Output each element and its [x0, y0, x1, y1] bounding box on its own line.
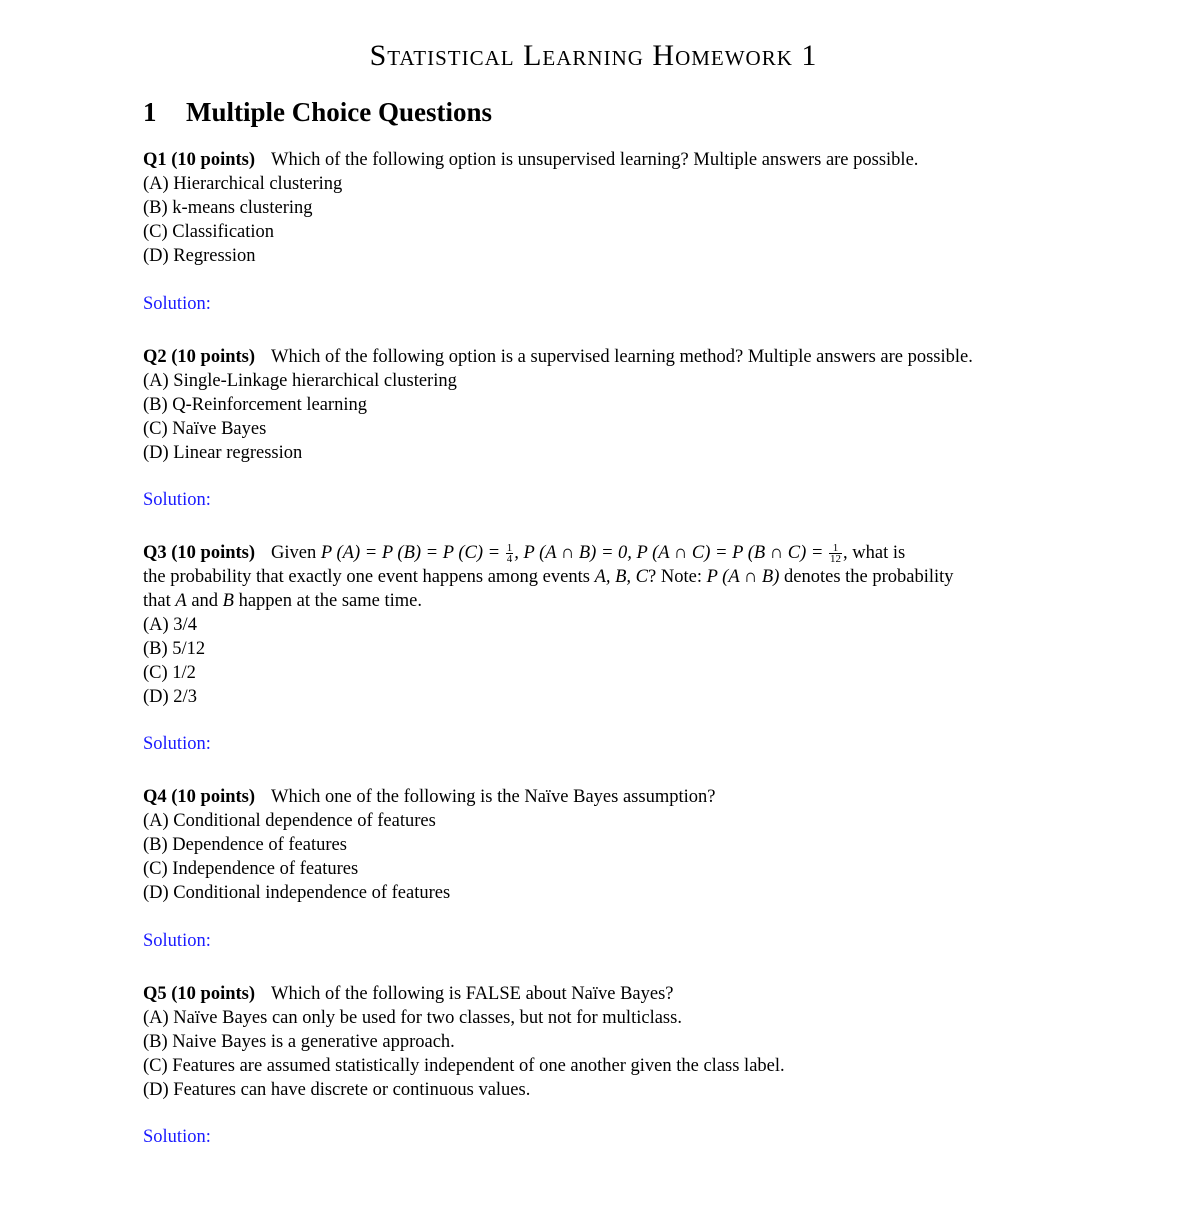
question-5 — [143, 982, 1048, 1102]
prompt-text: denotes the probability — [784, 567, 954, 587]
prompt-text: that — [143, 591, 171, 611]
option-c: (C) Classification — [143, 222, 275, 242]
given-text: Given — [271, 543, 317, 563]
section-number: 1 — [143, 97, 157, 127]
question-label: Q1 (10 points) — [143, 150, 256, 170]
question-2 — [143, 345, 1048, 465]
option-d: (D) 2/3 — [143, 687, 197, 707]
solution-label-q5: Solution: — [143, 1127, 211, 1147]
option-c: (C) Features are assumed statistically independent of one another given the class label. — [143, 1056, 785, 1076]
question-prompt-line-1 — [143, 541, 1048, 565]
option-c: (C) Naïve Bayes — [143, 419, 267, 439]
variable-b: B — [222, 591, 234, 611]
what-is-text: , what is — [843, 543, 906, 563]
option-b: (B) Dependence of features — [143, 835, 347, 855]
question-prompt — [143, 148, 1048, 172]
solution-label-q2: Solution: — [143, 490, 211, 510]
document-title: Statistical Learning Homework 1 — [369, 39, 818, 72]
question-text: Which of the following option is a supervised learning method? Multiple answers are possible. — [271, 347, 973, 367]
fraction-one-twelfth — [829, 543, 842, 564]
prompt-text: the probability that exactly one event happens among events — [143, 567, 590, 587]
fraction-one-quarter — [506, 543, 514, 564]
variable-a: A — [175, 591, 187, 611]
intersection-equation: , P (A ∩ B) = 0, P (A ∩ C) = P (B ∩ C) = — [514, 543, 824, 563]
question-label: Q2 (10 points) — [143, 347, 256, 367]
option-a: (A) Hierarchical clustering — [143, 174, 343, 194]
question-prompt — [143, 982, 1048, 1006]
question-prompt — [143, 345, 1048, 369]
solution-label-q4: Solution: — [143, 931, 211, 951]
solution-label-q3: Solution: — [143, 734, 211, 754]
question-4 — [143, 785, 1048, 905]
note-math: P (A ∩ B) — [706, 567, 780, 587]
note-text: ? Note: — [648, 567, 702, 587]
option-d: (D) Linear regression — [143, 443, 303, 463]
section-heading — [143, 95, 492, 129]
fraction-denominator: 4 — [506, 553, 513, 566]
solution-label-q1: Solution: — [143, 294, 211, 314]
question-text: Which of the following is FALSE about Naïve Bayes? — [271, 984, 674, 1004]
option-c: (C) 1/2 — [143, 663, 196, 683]
option-b: (B) Naive Bayes is a generative approach. — [143, 1032, 455, 1052]
probability-equation: P (A) = P (B) = P (C) = — [320, 543, 501, 563]
question-label: Q5 (10 points) — [143, 984, 256, 1004]
section-title: Multiple Choice Questions — [186, 97, 493, 127]
option-d: (D) Regression — [143, 246, 256, 266]
question-1 — [143, 148, 1048, 268]
option-a: (A) Naïve Bayes can only be used for two classes, but not for multiclass. — [143, 1008, 682, 1028]
prompt-text: and — [191, 591, 219, 611]
question-text: Which one of the following is the Naïve Bayes assumption? — [271, 787, 716, 807]
option-b: (B) 5/12 — [143, 639, 206, 659]
question-3 — [143, 541, 1048, 709]
events-variables: A, B, C — [594, 567, 649, 587]
question-prompt-line-2 — [143, 565, 1048, 589]
question-prompt-line-3 — [143, 589, 1048, 613]
option-a: (A) 3/4 — [143, 615, 197, 635]
prompt-text: happen at the same time. — [238, 591, 422, 611]
option-a: (A) Single-Linkage hierarchical clustering — [143, 371, 457, 391]
option-a: (A) Conditional dependence of features — [143, 811, 436, 831]
question-label: Q4 (10 points) — [143, 787, 256, 807]
option-d: (D) Conditional independence of features — [143, 883, 451, 903]
option-b: (B) k-means clustering — [143, 198, 313, 218]
fraction-denominator: 12 — [830, 553, 842, 566]
question-prompt — [143, 785, 1048, 809]
option-c: (C) Independence of features — [143, 859, 359, 879]
question-label: Q3 (10 points) — [143, 543, 256, 563]
fraction-numerator: 1 — [506, 542, 513, 555]
option-d: (D) Features can have discrete or continuous values. — [143, 1080, 531, 1100]
option-b: (B) Q-Reinforcement learning — [143, 395, 367, 415]
fraction-numerator: 1 — [829, 543, 842, 554]
question-text: Which of the following option is unsupervised learning? Multiple answers are possible. — [271, 150, 919, 170]
